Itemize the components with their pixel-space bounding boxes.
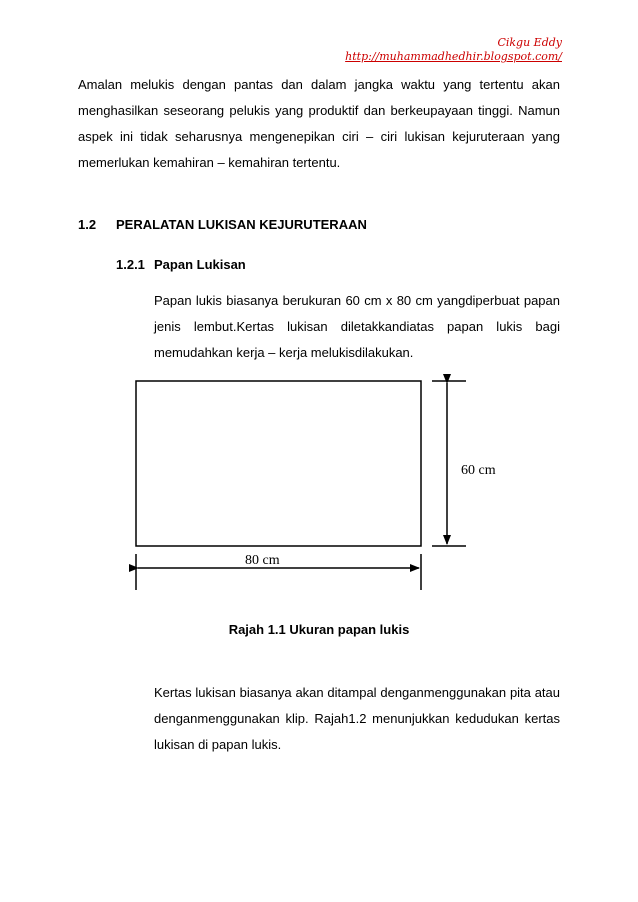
section-heading — [78, 216, 367, 234]
subsection-number: 1.2.1 — [116, 257, 145, 272]
figure-caption: Rajah 1.1 Ukuran papan lukis — [228, 622, 410, 637]
page-header — [345, 36, 562, 64]
intro-paragraph: Amalan melukis dengan pantas dan dalam jangka waktu yang tertentu akan menghasilkan seseorang pelukis yang produktif dan berkeupayaan tinggi. Namun aspek ini tidak seharusnya mengenepikan ciri – ciri lukisan kejuruteraan yang memerlukan kemahiran – kemahiran tertentu. — [78, 77, 560, 170]
section-number: 1.2 — [78, 217, 97, 232]
board-rectangle — [136, 381, 421, 546]
height-label: 60 cm — [461, 463, 496, 478]
subsection-heading — [116, 256, 246, 274]
header-author: Cikgu Eddy — [497, 36, 562, 49]
paper-paragraph: Kertas lukisan biasanya akan ditampal denganmenggunakan pita atau denganmenggunakan klip. Rajah1.2 menunjukkan kedudukan kertas lukisan di papan lukis. — [154, 685, 560, 752]
section-title: PERALATAN LUKISAN KEJURUTERAAN — [116, 217, 367, 232]
drawing-board-diagram — [120, 370, 520, 600]
board-paragraph: Papan lukis biasanya berukuran 60 cm x 80 cm yangdiperbuat papan jenis lembut.Kertas lukisan diletakkandiatas papan lukis bagi memudahkan kerja – kerja melukisdilakukan. — [154, 293, 560, 360]
subsection-title: Papan Lukisan — [154, 257, 246, 272]
width-label: 80 cm — [245, 553, 280, 568]
header-url-link[interactable]: http://muhammadhedhir.blogspot.com/ — [345, 50, 562, 63]
